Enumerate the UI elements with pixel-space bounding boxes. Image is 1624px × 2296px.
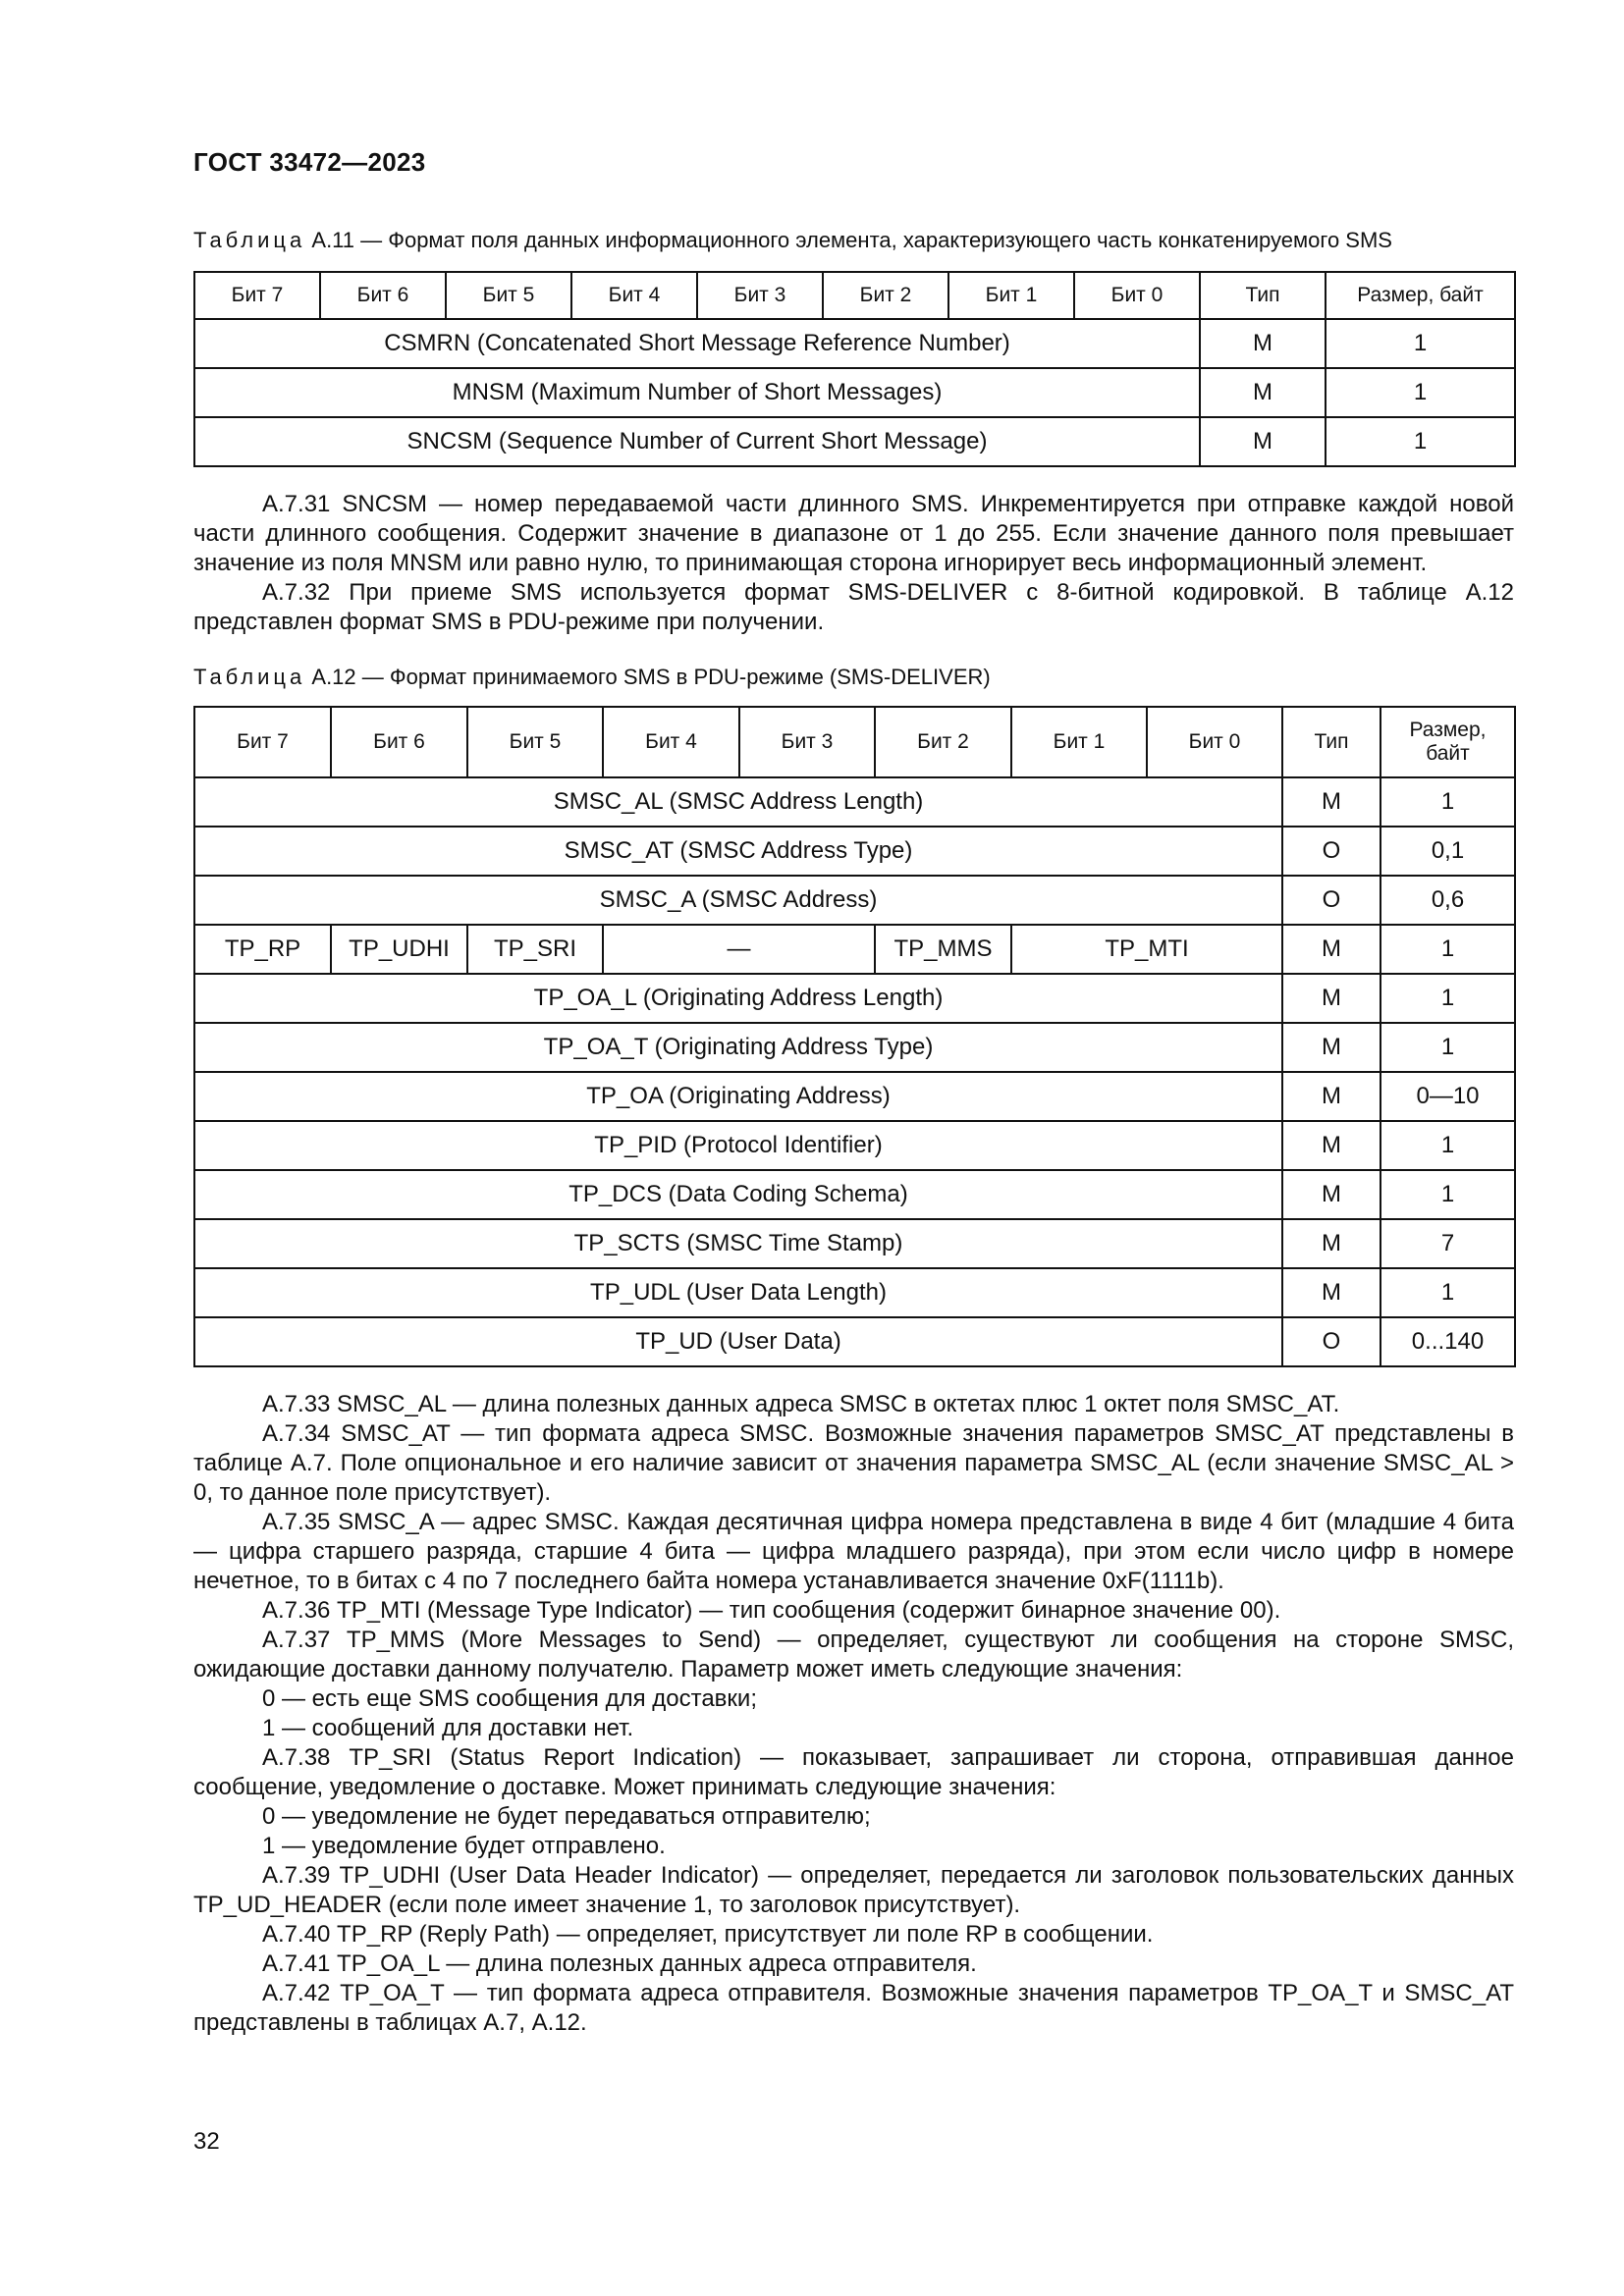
type-cell: M [1282, 974, 1380, 1023]
column-header: Тип [1282, 707, 1380, 777]
size-cell: 0...140 [1380, 1317, 1515, 1366]
table-a11-caption [193, 228, 1392, 253]
paragraph: А.7.39 TP_UDHI (User Data Header Indicator) — определяет, передается ли заголовок пользовательских данных TP_UD_HEADER (если поле имеет значение 1, то заголовок присутствует). [193, 1862, 1514, 1918]
table-a12-caption [193, 665, 991, 690]
tp-udhi-cell: TP_UDHI [331, 925, 467, 974]
table-row [194, 1072, 1515, 1121]
field-cell: SMSC_A (SMSC Address) [194, 876, 1282, 925]
field-cell: TP_SCTS (SMSC Time Stamp) [194, 1219, 1282, 1268]
table-row-bits [194, 925, 1515, 974]
size-cell: 1 [1380, 1268, 1515, 1317]
type-cell: M [1200, 368, 1326, 417]
table-a12 [193, 706, 1516, 1367]
paragraph: А.7.36 TP_MTI (Message Type Indicator) — тип сообщения (содержит бинарное значение 00). [262, 1597, 1281, 1624]
type-cell: M [1282, 925, 1380, 974]
column-header: Бит 6 [320, 272, 446, 319]
table-a11-header-row [194, 272, 1515, 319]
paragraph: А.7.41 TP_OA_L — длина полезных данных адреса отправителя. [262, 1950, 977, 1977]
caption-word: Таблица [193, 228, 306, 252]
type-cell: O [1282, 876, 1380, 925]
column-header: Размер, байт [1380, 707, 1515, 777]
field-cell: TP_OA_T (Originating Address Type) [194, 1023, 1282, 1072]
size-cell: 0,1 [1380, 827, 1515, 876]
paragraph: А.7.37 TP_MMS (More Messages to Send) — определяет, существуют ли сообщения на стороне SMSC, ожидающие доставки данному получателю. Параметр может иметь следующие значения: [193, 1627, 1514, 1682]
list-item: 0 — уведомление не будет передаваться отправителю; [262, 1803, 871, 1830]
paragraph: А.7.31 SNCSM — номер передаваемой части длинного SMS. Инкрементируется при отправке каждой новой части длинного сообщения. Содержит значение в диапазоне от 1 до 255. Если значение данного поля превышает значение из поля MNSM или равно нулю, то принимающая сторона игнорирует весь информационный элемент. [193, 491, 1514, 576]
column-header: Размер, байт [1326, 272, 1515, 319]
paragraph: А.7.32 При приеме SMS используется формат SMS-DELIVER с 8-битной кодировкой. В таблице А.12 представлен формат SMS в PDU-режиме при получении. [193, 579, 1514, 635]
table-row [194, 1023, 1515, 1072]
size-cell: 1 [1380, 974, 1515, 1023]
size-cell: 0,6 [1380, 876, 1515, 925]
column-header: Бит 2 [823, 272, 948, 319]
table-row [194, 319, 1515, 368]
size-cell: 1 [1326, 319, 1515, 368]
column-header: Бит 4 [571, 272, 697, 319]
tp-mms-cell: TP_MMS [875, 925, 1011, 974]
list-item: 0 — есть еще SMS сообщения для доставки; [262, 1685, 757, 1712]
column-header: Бит 0 [1147, 707, 1282, 777]
field-cell: TP_UD (User Data) [194, 1317, 1282, 1366]
type-cell: O [1282, 1317, 1380, 1366]
type-cell: M [1200, 319, 1326, 368]
column-header: Бит 6 [331, 707, 467, 777]
size-cell: 1 [1380, 777, 1515, 827]
list-item: 1 — уведомление будет отправлено. [262, 1833, 666, 1859]
table-row [194, 974, 1515, 1023]
paragraph: А.7.34 SMSC_AT — тип формата адреса SMSC. Возможные значения параметров SMSC_AT представлены в таблице А.7. Поле опциональное и его наличие зависит от значения параметра SMSC_AL (если значение SMSC_AL > 0, то данное поле присутствует). [193, 1420, 1514, 1506]
size-cell: 0—10 [1380, 1072, 1515, 1121]
type-cell: M [1282, 1023, 1380, 1072]
size-cell: 1 [1326, 368, 1515, 417]
type-cell: M [1282, 1072, 1380, 1121]
type-cell: O [1282, 827, 1380, 876]
paragraph: А.7.42 TP_OA_T — тип формата адреса отправителя. Возможные значения параметров TP_OA_T и SMSC_AT представлены в таблицах А.7, А.12. [193, 1980, 1514, 2036]
table-row [194, 417, 1515, 466]
table-row [194, 368, 1515, 417]
column-header: Бит 0 [1074, 272, 1200, 319]
paragraph: А.7.38 TP_SRI (Status Report Indication) — показывает, запрашивает ли сторона, отправившая данное сообщение, уведомление о доставке. Может принимать следующие значения: [193, 1744, 1514, 1800]
size-cell: 1 [1326, 417, 1515, 466]
column-header: Тип [1200, 272, 1326, 319]
field-cell: TP_OA_L (Originating Address Length) [194, 974, 1282, 1023]
size-cell: 1 [1380, 1121, 1515, 1170]
reserved-bits-cell: — [603, 925, 875, 974]
tp-mti-cell: TP_MTI [1011, 925, 1282, 974]
type-cell: M [1282, 1121, 1380, 1170]
column-header: Бит 5 [467, 707, 603, 777]
column-header: Бит 3 [697, 272, 823, 319]
tp-sri-cell: TP_SRI [467, 925, 603, 974]
field-cell: CSMRN (Concatenated Short Message Reference Number) [194, 319, 1200, 368]
type-cell: M [1200, 417, 1326, 466]
type-cell: M [1282, 1219, 1380, 1268]
table-row [194, 1170, 1515, 1219]
body-text-block-2 [193, 1390, 1514, 2038]
document-header: ГОСТ 33472—2023 [193, 147, 426, 177]
type-cell: M [1282, 777, 1380, 827]
caption-text: А.12 — Формат принимаемого SMS в PDU-режиме (SMS-DELIVER) [311, 665, 991, 689]
column-header: Бит 4 [603, 707, 739, 777]
field-cell: SMSC_AL (SMSC Address Length) [194, 777, 1282, 827]
type-cell: M [1282, 1170, 1380, 1219]
field-cell: TP_UDL (User Data Length) [194, 1268, 1282, 1317]
table-row [194, 876, 1515, 925]
field-cell: TP_PID (Protocol Identifier) [194, 1121, 1282, 1170]
table-row [194, 1219, 1515, 1268]
column-header: Бит 5 [446, 272, 571, 319]
table-a12-header-row [194, 707, 1515, 777]
field-cell: SNCSM (Sequence Number of Current Short Message) [194, 417, 1200, 466]
body-text-block-1 [193, 490, 1514, 637]
column-header: Бит 1 [948, 272, 1074, 319]
paragraph: А.7.33 SMSC_AL — длина полезных данных адреса SMSC в октетах плюс 1 октет поля SMSC_AT. [262, 1391, 1340, 1417]
caption-text: А.11 — Формат поля данных информационного элемента, характеризующего часть конкатенируемого SMS [311, 228, 1392, 252]
table-row [194, 1317, 1515, 1366]
tp-rp-cell: TP_RP [194, 925, 331, 974]
table-row [194, 1121, 1515, 1170]
column-header: Бит 7 [194, 707, 331, 777]
size-cell: 1 [1380, 925, 1515, 974]
list-item: 1 — сообщений для доставки нет. [262, 1715, 634, 1741]
table-a11 [193, 271, 1516, 467]
field-cell: SMSC_AT (SMSC Address Type) [194, 827, 1282, 876]
paragraph: А.7.40 TP_RP (Reply Path) — определяет, присутствует ли поле RP в сообщении. [262, 1921, 1154, 1948]
size-cell: 7 [1380, 1219, 1515, 1268]
field-cell: TP_DCS (Data Coding Schema) [194, 1170, 1282, 1219]
size-cell: 1 [1380, 1170, 1515, 1219]
paragraph: А.7.35 SMSC_A — адрес SMSC. Каждая десятичная цифра номера представлена в виде 4 бит (младшие 4 бита — цифра старшего разряда, старшие 4 бита — цифра младшего разряда), при этом если число цифр в номере нечетное, то в битах с 4 по 7 последнего байта номера устанавливается значение 0xF(1111b). [193, 1509, 1514, 1594]
caption-word: Таблица [193, 665, 306, 689]
column-header: Бит 7 [194, 272, 320, 319]
field-cell: TP_OA (Originating Address) [194, 1072, 1282, 1121]
table-row [194, 827, 1515, 876]
type-cell: M [1282, 1268, 1380, 1317]
size-cell: 1 [1380, 1023, 1515, 1072]
column-header: Бит 2 [875, 707, 1011, 777]
table-row [194, 1268, 1515, 1317]
field-cell: MNSM (Maximum Number of Short Messages) [194, 368, 1200, 417]
column-header: Бит 3 [739, 707, 875, 777]
column-header: Бит 1 [1011, 707, 1147, 777]
table-row [194, 777, 1515, 827]
page-number: 32 [193, 2128, 220, 2155]
